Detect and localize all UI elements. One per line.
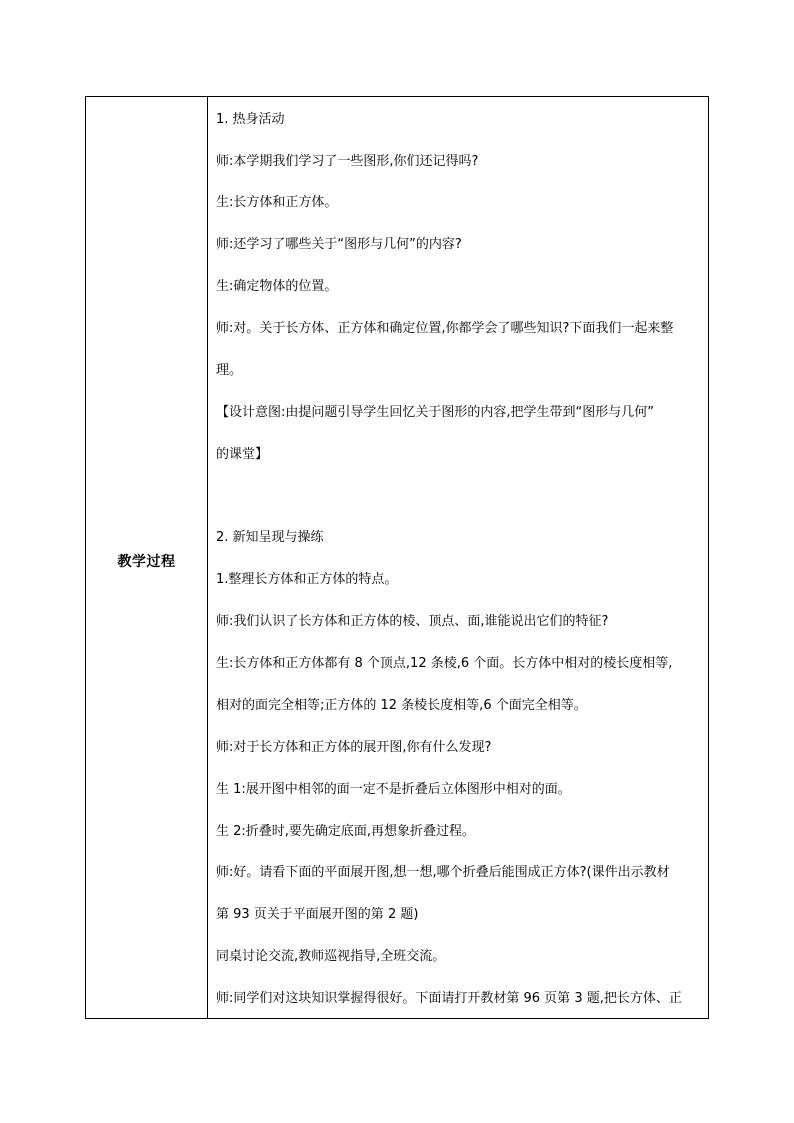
dialogue-line: 师:好。请看下面的平面展开图,想一想,哪个折叠后能围成正方体?(课件出示教材 [216, 865, 670, 880]
dialogue-line: 相对的面完全相等;正方体的 12 条棱长度相等,6 个面完全相等。 [216, 698, 587, 713]
dialogue-line: 师:对于长方体和正方体的展开图,你有什么发现? [216, 740, 492, 755]
dialogue-line: 生 1:展开图中相邻的面一定不是折叠后立体图形中相对的面。 [216, 782, 571, 797]
design-intent-line: 的课堂】 [216, 447, 269, 462]
section-heading-new-knowledge: 2. 新知呈现与操练 [216, 530, 324, 545]
dialogue-line: 生:长方体和正方体。 [216, 195, 338, 210]
dialogue-line: 理。 [216, 363, 243, 378]
subsection-heading: 1.整理长方体和正方体的特点。 [216, 572, 398, 587]
dialogue-line: 师:对。关于长方体、正方体和确定位置,你都学会了哪些知识?下面我们一起来整 [216, 321, 674, 336]
dialogue-line: 同桌讨论交流,教师巡视指导,全班交流。 [216, 949, 446, 964]
lesson-table [85, 96, 709, 1019]
dialogue-line: 师:同学们对这块知识掌握得很好。下面请打开教材第 96 页第 3 题,把长方体、正 [216, 991, 682, 1006]
dialogue-line: 生:确定物体的位置。 [216, 279, 338, 294]
content-cell [208, 97, 708, 1018]
dialogue-line: 生:长方体和正方体都有 8 个顶点,12 条棱,6 个面。长方体中相对的棱长度相等, [216, 656, 673, 671]
section-heading-warmup: 1. 热身活动 [216, 112, 285, 127]
dialogue-line: 师:本学期我们学习了一些图形,你们还记得吗? [216, 154, 479, 169]
row-label: 教学过程 [117, 554, 176, 570]
row-label-cell [86, 97, 208, 1018]
dialogue-line: 第 93 页关于平面展开图的第 2 题) [216, 907, 419, 922]
dialogue-line: 生 2:折叠时,要先确定底面,再想象折叠过程。 [216, 824, 476, 839]
dialogue-line: 师:还学习了哪些关于“图形与几何”的内容? [216, 237, 462, 252]
design-intent-line: 【设计意图:由提问题引导学生回忆关于图形的内容,把学生带到“图形与几何” [216, 405, 654, 420]
dialogue-line: 师:我们认识了长方体和正方体的棱、顶点、面,谁能说出它们的特征? [216, 614, 609, 629]
